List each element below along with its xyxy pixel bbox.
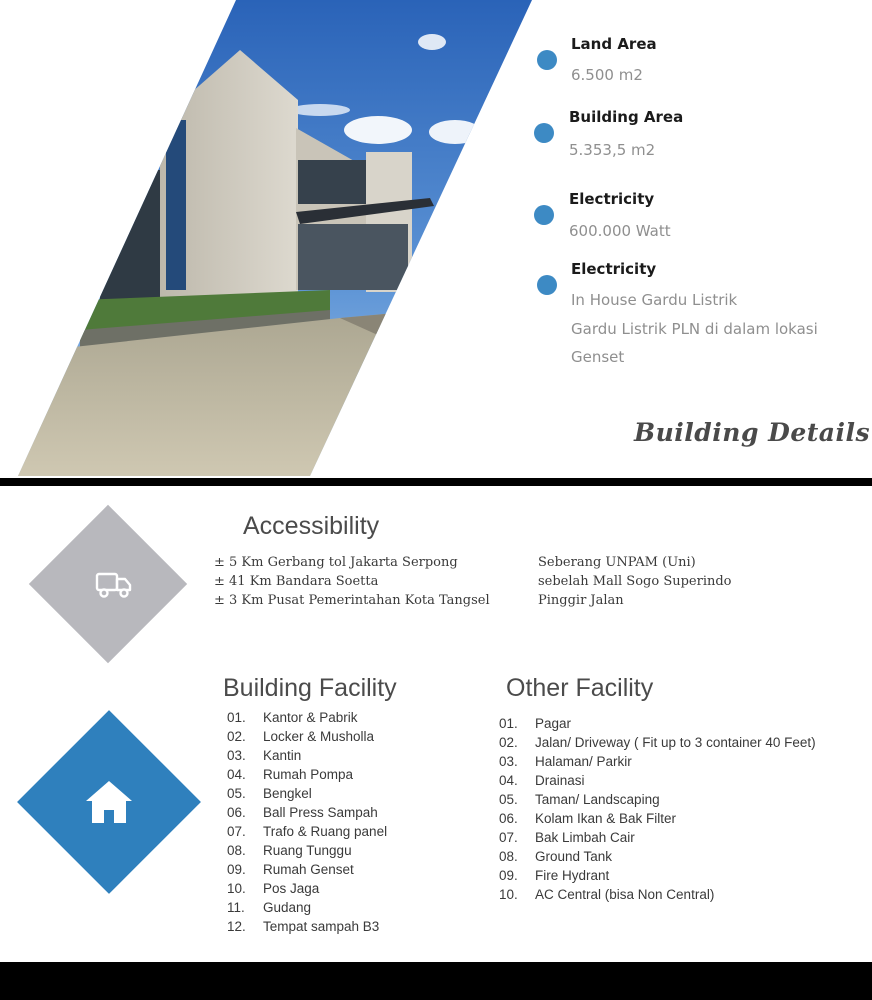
- list-item-text: Kantin: [263, 748, 302, 763]
- spec-value-line: In House Gardu Listrik: [571, 291, 738, 309]
- list-item-number: 11.: [227, 900, 245, 915]
- list-item-number: 05.: [227, 786, 246, 801]
- list-item-text: Drainasi: [535, 773, 585, 788]
- home-icon: [84, 779, 134, 825]
- list-item-text: Rumah Genset: [263, 862, 354, 877]
- list-item-number: 09.: [499, 868, 518, 883]
- list-item-number: 05.: [499, 792, 518, 807]
- list-item-number: 09.: [227, 862, 246, 877]
- spec-label: Electricity: [571, 260, 657, 278]
- list-item-number: 06.: [227, 805, 246, 820]
- spec-label: Electricity: [569, 190, 655, 208]
- list-item-number: 02.: [227, 729, 246, 744]
- list-item-number: 07.: [499, 830, 518, 845]
- list-item-text: Bak Limbah Cair: [535, 830, 635, 845]
- list-item-text: Kantor & Pabrik: [263, 710, 358, 725]
- spec-value-line: Gardu Listrik PLN di dalam lokasi: [571, 320, 818, 338]
- spec-label: Building Area: [569, 108, 684, 126]
- list-item-text: Trafo & Ruang panel: [263, 824, 388, 839]
- list-item-number: 12.: [227, 919, 246, 934]
- bullet-dot: [537, 50, 557, 70]
- list-item-number: 10.: [227, 881, 246, 896]
- accessibility-left-item: ± 41 Km Bandara Soetta: [214, 574, 379, 589]
- list-item-text: Fire Hydrant: [535, 868, 610, 883]
- list-item-number: 03.: [227, 748, 246, 763]
- list-item-number: 04.: [499, 773, 518, 788]
- other-facility-title: Other Facility: [506, 674, 654, 702]
- bullet-dot: [534, 205, 554, 225]
- list-item-number: 08.: [499, 849, 518, 864]
- spec-value: 600.000 Watt: [569, 222, 671, 240]
- list-item-number: 08.: [227, 843, 246, 858]
- accessibility-right-item: Pinggir Jalan: [538, 593, 624, 608]
- list-item-text: Pos Jaga: [263, 881, 320, 896]
- spec-value-line: Genset: [571, 348, 625, 366]
- list-item-text: Taman/ Landscaping: [535, 792, 660, 807]
- list-item-text: Gudang: [263, 900, 312, 915]
- accessibility-title: Accessibility: [243, 512, 380, 540]
- truck-icon: [94, 568, 134, 602]
- list-item-number: 01.: [499, 716, 518, 731]
- accessibility-left-item: ± 5 Km Gerbang tol Jakarta Serpong: [214, 555, 458, 570]
- list-item-text: Rumah Pompa: [263, 767, 354, 782]
- building-details-signature: Building Details: [634, 418, 871, 447]
- accessibility-right-item: Seberang UNPAM (Uni): [538, 555, 696, 570]
- list-item-number: 02.: [499, 735, 518, 750]
- list-item-text: Halaman/ Parkir: [535, 754, 632, 769]
- building-photo: [0, 0, 540, 478]
- list-item-number: 06.: [499, 811, 518, 826]
- list-item-text: Tempat sampah B3: [263, 919, 380, 934]
- building-facility-title: Building Facility: [223, 674, 397, 702]
- list-item-text: Jalan/ Driveway ( Fit up to 3 container 40 Feet): [535, 735, 816, 750]
- spec-label: Land Area: [571, 35, 657, 53]
- list-item-text: Ground Tank: [535, 849, 613, 864]
- building-details-card: [0, 0, 872, 478]
- list-item-text: AC Central (bisa Non Central): [535, 887, 715, 902]
- list-item-number: 10.: [499, 887, 518, 902]
- list-item-text: Pagar: [535, 716, 572, 731]
- list-item-number: 04.: [227, 767, 246, 782]
- accessibility-left-item: ± 3 Km Pusat Pemerintahan Kota Tangsel: [214, 593, 490, 608]
- spec-value: 5.353,5 m2: [569, 141, 656, 159]
- facility-card: [0, 486, 872, 962]
- list-item-number: 01.: [227, 710, 246, 725]
- bullet-dot: [534, 123, 554, 143]
- list-item-text: Bengkel: [263, 786, 312, 801]
- bullet-dot: [537, 275, 557, 295]
- accessibility-right-item: sebelah Mall Sogo Superindo: [538, 574, 732, 589]
- list-item-text: Ruang Tunggu: [263, 843, 352, 858]
- list-item-text: Locker & Musholla: [263, 729, 375, 744]
- list-item-text: Kolam Ikan & Bak Filter: [535, 811, 677, 826]
- list-item-number: 07.: [227, 824, 246, 839]
- spec-value: 6.500 m2: [571, 66, 643, 84]
- list-item-number: 03.: [499, 754, 518, 769]
- list-item-text: Ball Press Sampah: [263, 805, 378, 820]
